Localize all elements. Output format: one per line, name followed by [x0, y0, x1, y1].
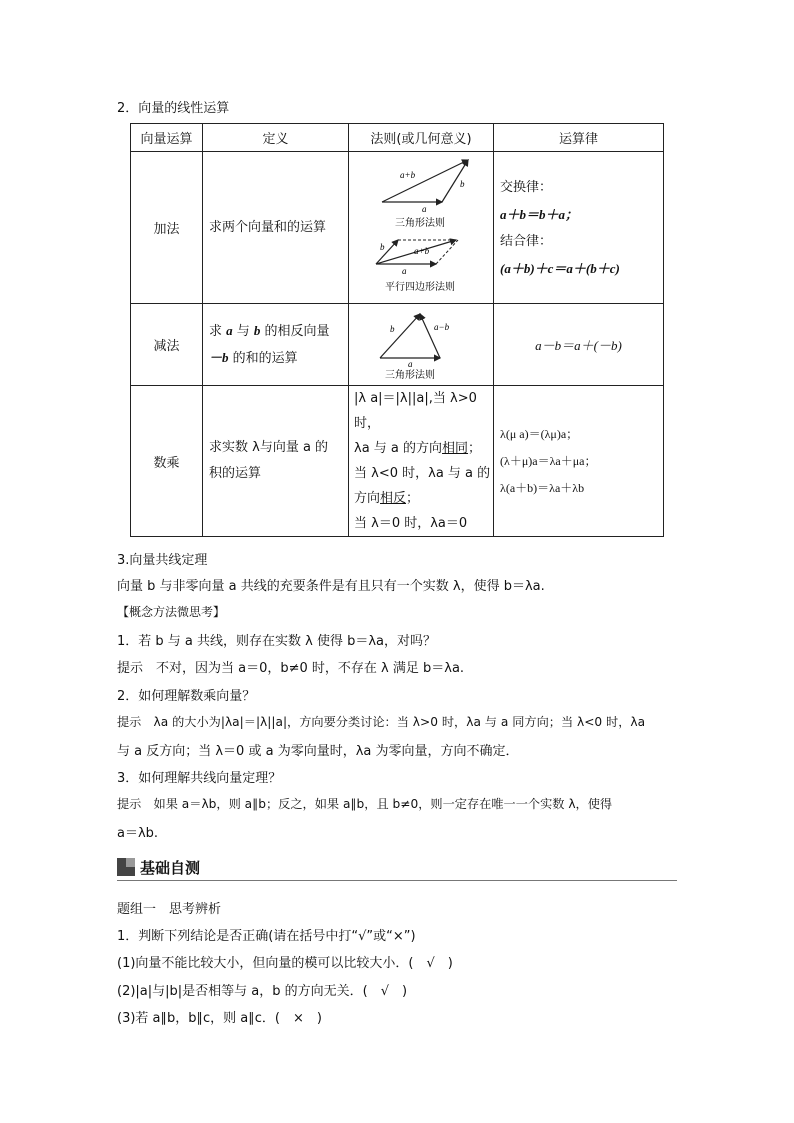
op-name-addition: 加法 — [131, 152, 203, 304]
header-definition: 定义 — [203, 124, 349, 152]
scalar-def-line1: 求实数 λ与向量 a 的 — [209, 440, 329, 455]
sub-def-text2: 与 — [232, 323, 254, 339]
caption-triangle-rule: 三角形法则 — [394, 217, 445, 229]
underline-same: 相同 — [442, 441, 469, 456]
label-a-plus-b: a+b — [399, 169, 415, 180]
selftest-item-3: (3)若 a∥b，b∥c，则 a∥c．( × ) — [117, 1011, 322, 1026]
label-b-sub: b — [389, 323, 394, 334]
section-title-linear-ops: 2．向量的线性运算 — [117, 101, 230, 116]
table-row-subtraction — [131, 304, 664, 386]
sub-def-b: b — [253, 322, 261, 338]
selftest-group: 题组一 思考辨析 — [117, 902, 222, 917]
law-associative: (a＋b)＋c＝a＋(b＋c) — [500, 260, 620, 276]
selftest-title: 基础自测 — [140, 859, 201, 877]
selftest-item-1: (1)向量不能比较大小，但向量的模可以比较大小．( √ ) — [117, 956, 453, 971]
sub-def-a: a — [226, 322, 233, 338]
rule-subtraction — [349, 304, 494, 386]
table-header-row — [131, 124, 664, 152]
selftest-question-1: 1．判断下列结论是否正确(请在括号中打“√”或“×”) — [117, 929, 416, 944]
scalar-rule-line4: 方向相反； — [354, 491, 420, 506]
scalar-def-line2: 积的运算 — [209, 466, 262, 481]
section-square-icon — [117, 858, 135, 876]
sub-def-text: 求 — [209, 323, 227, 339]
label-b-2: b — [379, 241, 384, 252]
op-name-scalar: 数乘 — [131, 386, 203, 537]
header-rule: 法则(或几何意义) — [349, 124, 494, 152]
think-answer-1: 提示 不对，因为当 a＝0，b≠0 时，不存在 λ 满足 b＝λa. — [117, 661, 465, 676]
think-answer-3-line1: 提示 如果 a＝λb，则 a∥b；反之，如果 a∥b，且 b≠0，则一定存在唯一一个实数 λ，使得 — [117, 797, 613, 811]
scalar-rule-line2: λa 与 a 的方向相同； — [354, 441, 482, 456]
caption-triangle-rule-sub: 三角形法则 — [384, 369, 435, 381]
think-question-1: 1．若 b 与 a 共线，则存在实数 λ 使得 b＝λa，对吗？ — [117, 634, 437, 649]
law-commutative-label: 交换律： — [500, 179, 553, 195]
rule-scalar — [349, 386, 494, 537]
label-a-minus-b: a−b — [433, 321, 449, 332]
scalar-law-1: λ(μ a)＝(λμ)a； — [500, 426, 579, 441]
scalar-rule-line5: 当 λ＝0 时，λa＝0 — [354, 516, 468, 531]
vector-a-minus-b — [420, 314, 440, 358]
law-subtraction: a－b＝a＋(－b) — [494, 304, 664, 386]
law-associative-label: 结合律： — [500, 233, 553, 249]
think-heading: 【概念方法微思考】 — [117, 605, 226, 619]
law-commutative: a＋b＝b＋a； — [500, 206, 579, 222]
sub-def-neg-b: －b — [209, 349, 229, 365]
dashed-side-right — [436, 240, 458, 264]
scalar-law-2: (λ＋μ)a＝λa＋μa； — [500, 453, 597, 468]
table-row-scalar — [131, 386, 664, 537]
header-op: 向量运算 — [131, 124, 203, 152]
rule-addition — [349, 152, 494, 304]
label-a-sub: a — [407, 358, 412, 369]
op-name-subtraction: 减法 — [131, 304, 203, 386]
think-answer-2-line2: 与 a 反方向；当 λ＝0 或 a 为零向量时，λa 为零向量，方向不确定． — [117, 744, 519, 759]
scalar-rule-line1: |λ a|＝|λ||a|,当 λ>0 时， — [354, 391, 477, 431]
collinear-theorem-text: 向量 b 与非零向量 a 共线的充要条件是有且只有一个实数 λ，使得 b＝λa. — [117, 579, 545, 594]
scalar-rule-line3: 当 λ<0 时，λa 与 a 的 — [354, 466, 491, 481]
sub-def-text3: 的相反向量 — [260, 323, 330, 339]
vector-ops-table — [130, 123, 664, 537]
subtraction-figure — [350, 306, 493, 384]
caption-parallelogram-rule: 平行四边形法则 — [384, 281, 455, 293]
law-addition — [494, 152, 664, 304]
think-answer-2-line1: 提示 λa 的大小为|λa|＝|λ||a|，方向要分类讨论：当 λ>0 时，λa 与 a 同方向；当 λ<0 时，λa — [117, 715, 646, 729]
think-question-3: 3．如何理解共线向量定理？ — [117, 771, 282, 786]
scalar-law-3: λ(a＋b)＝λa＋λb — [500, 480, 585, 495]
definition-scalar — [203, 386, 349, 537]
selftest-divider — [117, 880, 677, 881]
think-question-2: 2．如何理解数乘向量？ — [117, 689, 256, 704]
header-law: 运算律 — [494, 124, 664, 152]
definition-subtraction — [203, 304, 349, 386]
addition-figures — [350, 154, 493, 302]
sub-def-text4: 的和的运算 — [228, 350, 298, 366]
table-row-addition — [131, 152, 664, 304]
selftest-item-2: (2)|a|与|b|是否相等与 a，b 的方向无关．( √ ) — [117, 984, 408, 999]
definition-addition: 求两个向量和的运算 — [203, 152, 349, 304]
label-b: b — [459, 178, 464, 189]
label-a-2: a — [401, 265, 406, 276]
section-title-collinear: 3.向量共线定理 — [117, 553, 208, 568]
label-a: a — [421, 203, 426, 214]
think-answer-3-line2: a＝λb. — [117, 826, 159, 841]
law-scalar — [494, 386, 664, 537]
label-a-plus-b-2: a+b — [413, 245, 429, 256]
underline-opposite: 相反 — [380, 491, 407, 506]
vector-b-sub — [380, 314, 420, 358]
